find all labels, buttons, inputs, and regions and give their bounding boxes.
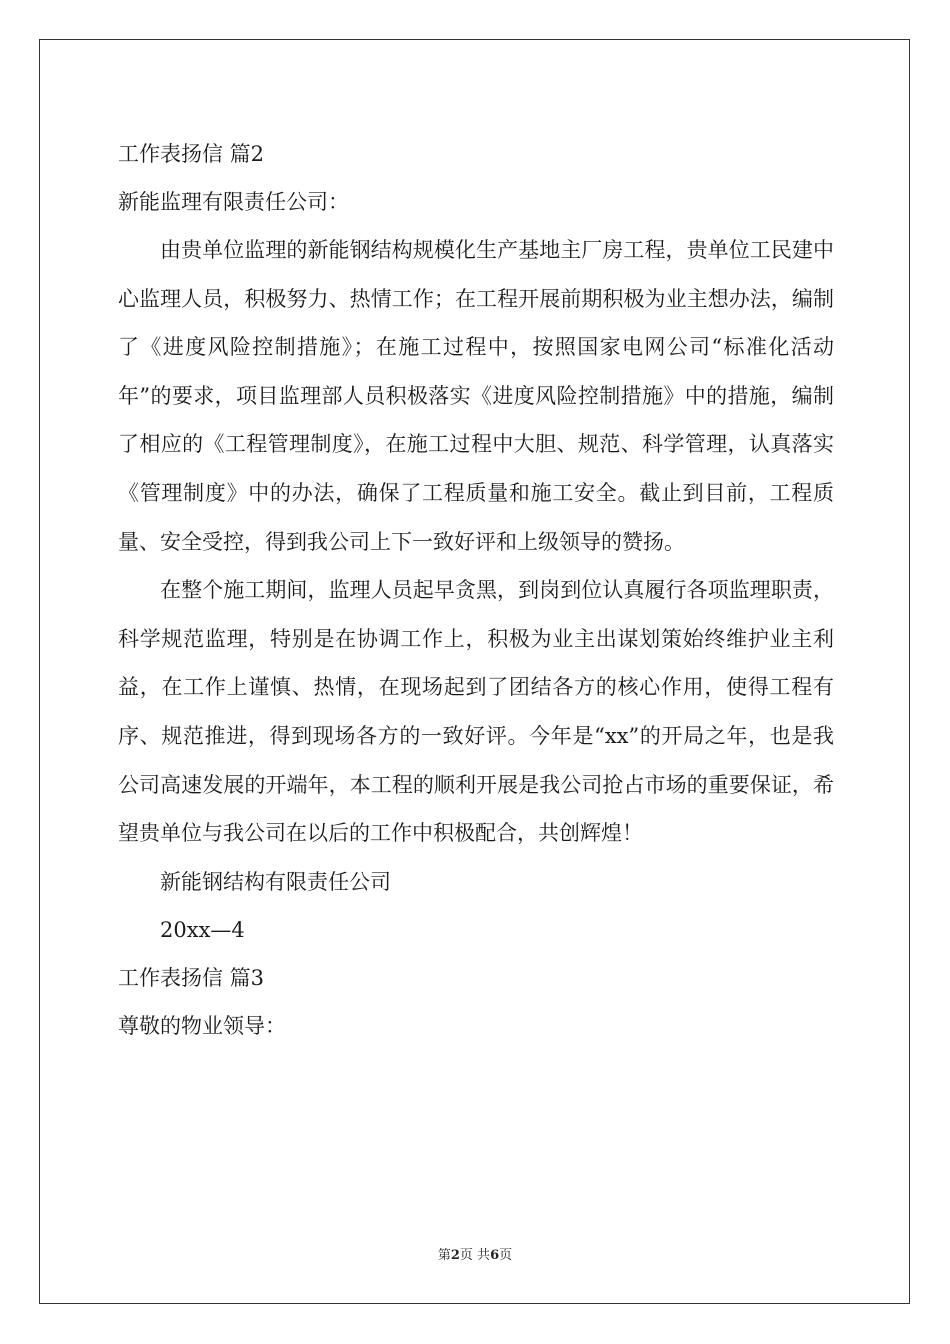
page-footer (0, 1244, 950, 1263)
signature: 新能钢结构有限责任公司 (160, 869, 391, 894)
salutation: 尊敬的物业领导： (118, 1013, 286, 1038)
page-current: 2 (450, 1248, 460, 1263)
body-paragraph: 在整个施工期间，监理人员起早贪黑，到岗到位认真履行各项监理职责，科学规范监理，特别是在协调工作上，积极为业主出谋划策始终维护业主利益，在工作上谨慎、热情，在现场起到了团结各方的核心作用，使得工程有序、规范推进，得到现场各方的一致好评。今年是“xx”的开局之年，也是我公司高速发展的开端年，本工程的顺利开展是我公司抢占市场的重要保证，希望贵单位与我公司在以后的工作中积极配合，共创辉煌！ (118, 578, 834, 846)
page-label-suffix: 页 (499, 1248, 513, 1263)
page-label-prefix: 第 (437, 1248, 451, 1263)
section-heading: 工作表扬信 篇3 (118, 965, 265, 990)
page-total: 6 (490, 1248, 500, 1263)
page-label-mid: 页 共 (459, 1248, 491, 1263)
body-paragraph: 由贵单位监理的新能钢结构规模化生产基地主厂房工程，贵单位工民建中心监理人员，积极努力、热情工作；在工程开展前期积极为业主想办法，编制了《进度风险控制措施》；在施工过程中，按照国家电网公司“标准化活动年”的要求，项目监理部人员积极落实《进度风险控制措施》中的措施，编制了相应的《工程管理制度》，在施工过程中大胆、规范、科学管理，认真落实《管理制度》中的办法，确保了工程质量和施工安全。截止到目前，工程质量、安全受控，得到我公司上下一致好评和上级领导的赞扬。 (118, 238, 834, 554)
document-body (118, 130, 834, 1050)
section-heading: 工作表扬信 篇2 (118, 142, 265, 166)
salutation: 新能监理有限责任公司： (118, 190, 349, 214)
date: 20xx—4 (160, 917, 245, 942)
